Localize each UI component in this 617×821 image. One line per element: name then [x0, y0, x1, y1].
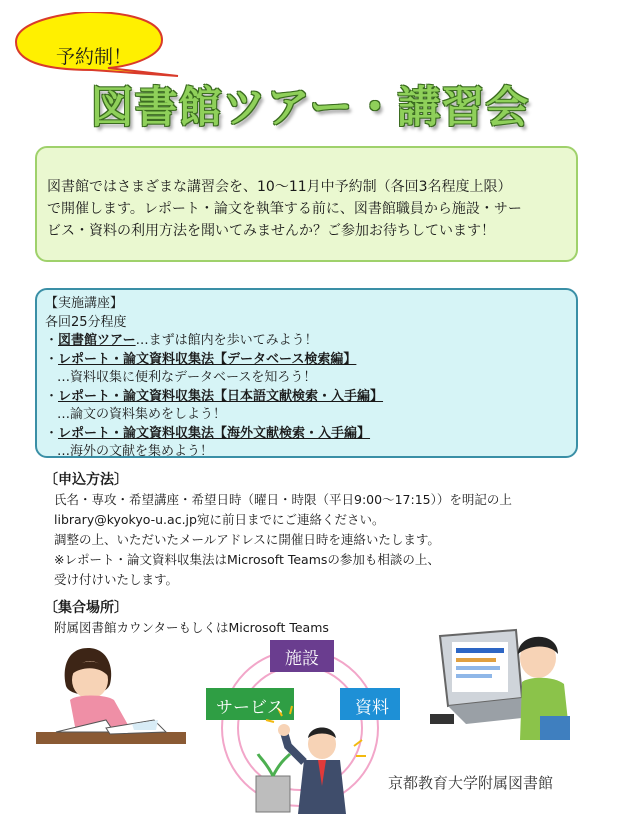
apply-heading: 〔申込方法〕 [44, 472, 128, 488]
apply-line: library@kyokyo-u.ac.jp宛に前日までにご連絡ください。 [54, 512, 385, 527]
apply-line: 受け付けいたします。 [54, 572, 179, 587]
venue-text: 附属図書館カウンターもしくはMicrosoft Teams [54, 620, 329, 635]
course-title: レポート・論文資料収集法【日本語文献検索・入手編】 [58, 388, 384, 404]
course-title: 図書館ツアー [58, 333, 136, 348]
course-desc: …資料収集に便利なデータベースを知ろう！ [57, 370, 317, 385]
course-bullet: ・ [45, 333, 59, 348]
course-desc: …海外の文献を集めよう！ [57, 444, 214, 459]
reservation-bubble [12, 12, 180, 78]
tag-materials: 資料 [355, 698, 389, 718]
course-bullet: ・ [45, 351, 59, 367]
tag-service: サービス [216, 698, 284, 718]
course-item [45, 388, 568, 407]
laptop-user-illustration [430, 620, 570, 754]
course-bullet: ・ [45, 425, 59, 441]
page-title: 図書館ツアー・講習会 [90, 83, 530, 133]
venue-heading: 〔集合場所〕 [44, 600, 128, 616]
venue-section [44, 598, 329, 638]
course-item [45, 425, 568, 444]
apply-line: ※レポート・論文資料収集法はMicrosoft Teamsの参加も相談の上、 [54, 552, 440, 567]
courses-box [35, 288, 578, 458]
footer-org-name: 京都教育大学附属図書館 [388, 774, 554, 792]
apply-section [44, 470, 512, 590]
apply-line: 調整の上、いただいたメールアドレスに開催日時を連絡いたします。 [54, 532, 440, 547]
course-bullet: ・ [45, 388, 59, 404]
student-studying-illustration [36, 640, 186, 764]
course-item [45, 332, 568, 351]
course-desc: …まずは館内を歩いてみよう！ [135, 333, 318, 348]
services-illustration [200, 636, 400, 820]
course-title: レポート・論文資料収集法【データベース検索編】 [58, 351, 357, 367]
intro-line: ビス・資料の利用方法を聞いてみませんか？ご参加お待ちしています！ [47, 223, 495, 239]
tag-facility: 施設 [285, 649, 319, 669]
intro-line: 図書館ではさまざまな講習会を、10～11月中予約制（各回3名程度上限） [47, 179, 512, 195]
course-desc: …論文の資料集めをしよう！ [57, 407, 227, 422]
course-item [45, 351, 568, 370]
intro-box [35, 146, 578, 262]
bubble-label: 予約制！ [55, 46, 132, 68]
courses-duration: 各回25分程度 [45, 314, 127, 330]
intro-line: で開催します。レポート・論文を執筆する前に、図書館職員から施設・サー [47, 201, 522, 217]
courses-heading: 【実施講座】 [45, 296, 124, 311]
apply-line: 氏名・専攻・希望講座・希望日時（曜日・時限（平日9:00～17:15））を明記の上 [54, 492, 512, 507]
course-title: レポート・論文資料収集法【海外文献検索・入手編】 [58, 425, 371, 441]
